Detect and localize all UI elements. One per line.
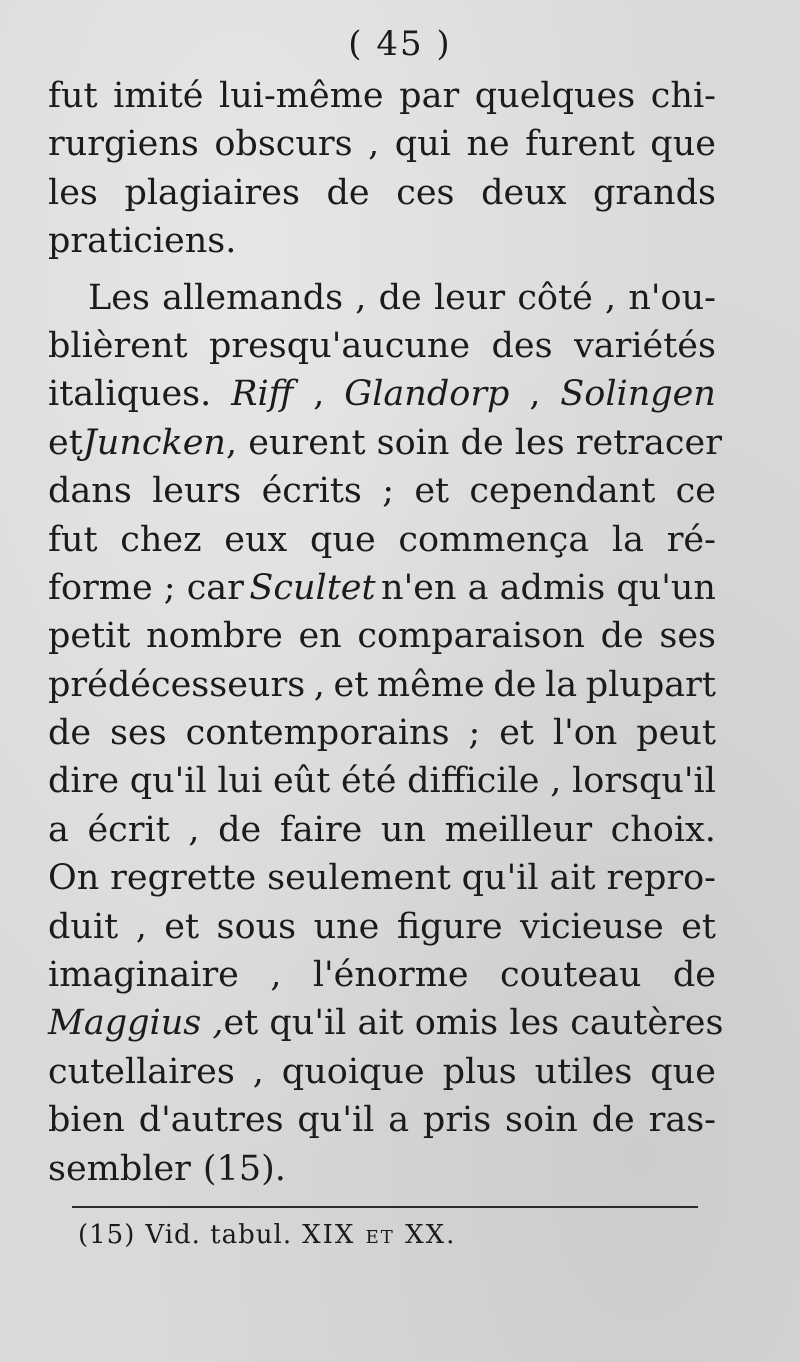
text-line-15: dire qu'il lui eût été difficile , lorsqu'il bbox=[48, 761, 716, 802]
text-line-23: sembler (15). bbox=[48, 1148, 286, 1189]
text-line-11: forme ; car Scultet n'en a admis qu'un bbox=[48, 564, 716, 612]
text-line-6: blièrent presqu'aucune des variétés bbox=[48, 325, 716, 366]
text-line-18: duit , et sous une figure vicieuse et bbox=[48, 906, 716, 947]
text-line-17: On regrette seulement qu'il ait repro- bbox=[48, 858, 716, 899]
footnote-text: Vid. tabul. bbox=[145, 1220, 293, 1250]
text-line-19: imaginaire , l'énorme couteau de bbox=[48, 955, 716, 996]
author-name-juncken: Juncken bbox=[82, 422, 226, 463]
footnote-marker: (15) bbox=[78, 1220, 136, 1250]
author-name-solingen: Solingen bbox=[560, 374, 716, 415]
author-name-maggius: Maggius , bbox=[48, 1003, 224, 1044]
text-line-4: praticiens. bbox=[48, 221, 237, 262]
text-line-1: fut imité lui-même par quelques chi- bbox=[48, 76, 716, 116]
text-line-8: et Juncken , eurent soin de les retracer bbox=[48, 419, 716, 467]
text-line-7: italiques. Riff , Glandorp , Solingen bbox=[48, 370, 716, 418]
author-name-scultet: Scultet bbox=[249, 567, 376, 608]
text-line-2: rurgiens obscurs , qui ne furent que bbox=[48, 124, 716, 165]
text-line-10: fut chez eux que commença la ré- bbox=[48, 519, 716, 560]
text-line-13: prédécesseurs , et même de la plupart bbox=[48, 664, 716, 705]
text-line-21: cutellaires , quoique plus utiles que bbox=[48, 1051, 716, 1092]
text-line-9: dans leurs écrits ; et cependant ce bbox=[48, 471, 716, 512]
text-line-12: petit nombre en comparaison de ses bbox=[48, 616, 716, 657]
text-line-20: Maggius , et qu'il ait omis les cautères bbox=[48, 999, 716, 1047]
author-name-glandorp: Glandorp bbox=[344, 374, 510, 415]
author-name-riff: Riff bbox=[231, 374, 294, 415]
footnote bbox=[78, 1220, 466, 1250]
footnote-rule bbox=[72, 1206, 698, 1208]
text-line-22: bien d'autres qu'il a pris soin de ras- bbox=[48, 1100, 716, 1141]
text-line-5: Les allemands , de leur côté , n'ou- bbox=[88, 277, 716, 318]
text-line-3: les plagiaires de ces deux grands bbox=[48, 172, 716, 213]
footnote-refs: XIX et XX. bbox=[302, 1220, 457, 1250]
text-line-14: de ses contemporains ; et l'on peut bbox=[48, 713, 716, 754]
page-number: ( 45 ) bbox=[348, 24, 452, 64]
body-text bbox=[48, 72, 724, 1193]
text-line-16: a écrit , de faire un meilleur choix. bbox=[48, 809, 716, 850]
